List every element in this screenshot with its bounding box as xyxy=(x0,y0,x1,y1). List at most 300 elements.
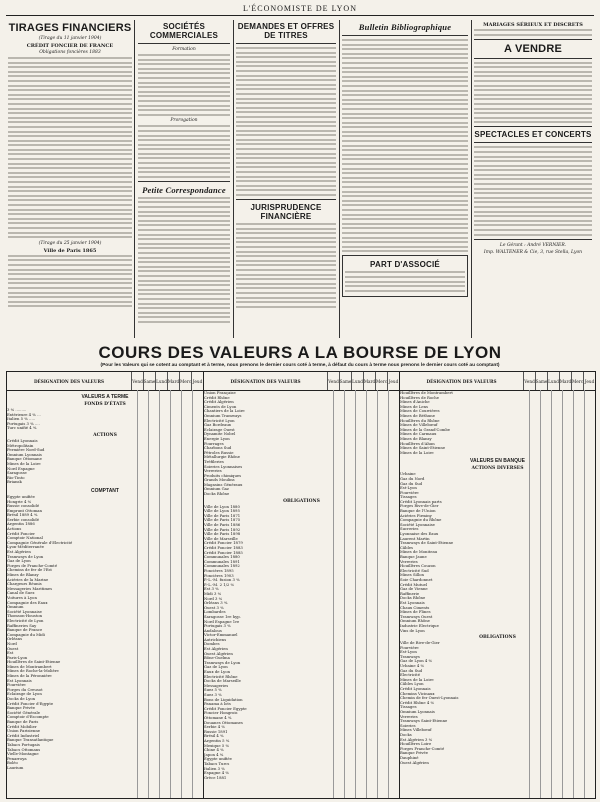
value-name: Union Française xyxy=(204,391,236,395)
table-header-day: Lund xyxy=(155,372,167,390)
mariages-title: MARIAGES SÉRIEUX ET DISCRETS xyxy=(483,22,583,28)
value-name: Rio-Tinto xyxy=(7,475,25,480)
value-name: Est-Lyon xyxy=(400,486,417,491)
value-name: Nord Espagne 1re xyxy=(204,619,240,624)
value-name: Mines de Moniteau xyxy=(400,550,438,555)
value-name: Douanes Ottomanes xyxy=(204,720,243,725)
day-grid-line xyxy=(562,390,563,798)
value-name: Gaz Bordeaux xyxy=(204,423,231,428)
value-name: Aciéries de la Marine xyxy=(7,577,49,582)
value-name: Ville de Paris 1875 xyxy=(204,518,241,523)
value-name: Lombardes xyxy=(204,610,226,615)
value-name: Ouest 3 % xyxy=(204,605,224,610)
table-header-day: Mard xyxy=(559,372,571,390)
value-name: Mines de Carmaux xyxy=(400,432,437,437)
value-name: Mines de Roche-la-Molière xyxy=(7,669,59,674)
value-name: Turc unifié 4 % xyxy=(7,426,37,431)
vendre-text xyxy=(474,62,592,124)
value-name: Chemins de fer de l'Est xyxy=(7,568,52,573)
quote-cell xyxy=(159,766,170,771)
column-divider xyxy=(339,20,340,338)
value-name: Industrie Électrique xyxy=(400,623,439,628)
value-name: Mines de la Loire xyxy=(7,461,41,466)
masthead-rule xyxy=(6,15,594,16)
column-divider xyxy=(471,20,472,338)
value-name: Ville de Rive-de-Gier xyxy=(400,641,440,646)
day-grid-line xyxy=(529,390,530,798)
main-subtitle: (Pour les Valeurs qui se cotent au comptant et à terme, nous prenons le dernier cours coté à terme, à défaut du cours à terme nous prenons le dernier cours coté au comptant) xyxy=(100,363,500,368)
quote-cell xyxy=(344,492,355,497)
value-name: Fourvière xyxy=(400,490,419,495)
table-header-day: Same xyxy=(339,372,351,390)
table-section-title: VALEURS A TERME xyxy=(81,394,129,400)
quote-cell xyxy=(573,451,584,456)
value-name: Compagnie des Eaux xyxy=(7,600,48,605)
value-name: Tramways xyxy=(400,654,420,659)
table-section-title: VALEURS EN BANQUE xyxy=(470,458,525,465)
table-row xyxy=(204,776,399,781)
value-name: Nord 3 % xyxy=(204,596,223,601)
value-name: Produits chimiques xyxy=(204,473,242,478)
value-name: Électricité xyxy=(400,673,421,678)
value-name: Crédit Mutuel xyxy=(400,582,428,587)
value-name: Banque Transatlantique xyxy=(7,738,54,743)
value-name: Crédit Foncier 1883 xyxy=(204,546,243,550)
value-name: Dynamite Nobel xyxy=(204,432,236,437)
value-name: Foncières 1903 xyxy=(204,573,234,578)
value-name: Saragosse xyxy=(7,471,27,476)
table-header-day: Jeud xyxy=(387,372,399,390)
value-name: Argentin 1886 xyxy=(7,522,35,527)
value-name: Tramways Saint-Étienne xyxy=(400,719,448,724)
value-name: Compagnie du Rhône xyxy=(400,518,442,523)
value-name: Gaz de Vienne xyxy=(400,587,428,592)
value-name: Soie Chardonnet xyxy=(400,577,433,582)
value-name: Éclairage Ouest xyxy=(204,427,235,432)
value-name: Mines de la Grand'Combe xyxy=(400,427,451,432)
day-grid-line xyxy=(148,390,149,798)
day-grid-line xyxy=(333,390,334,798)
day-grid-line xyxy=(355,390,356,798)
quote-cell xyxy=(344,776,355,781)
quote-cell xyxy=(573,761,584,766)
value-name: Portugais 3 % .... xyxy=(7,421,40,426)
value-name: Crédit Lyonnais xyxy=(400,687,431,692)
value-name: Brésil 1889 4 % xyxy=(7,513,38,518)
value-name: Autrichiens xyxy=(204,637,227,642)
value-name: Urbaine xyxy=(400,472,416,477)
value-name: Panama à lots xyxy=(204,702,231,707)
value-name: Gaz du Nord xyxy=(400,476,425,481)
spectacles-text xyxy=(474,146,592,235)
value-name: Tréfileries xyxy=(204,459,224,464)
value-name: Mines Sillon xyxy=(400,573,424,578)
value-name: Extérieure 4 % ... xyxy=(7,412,41,417)
value-name: Forges Franche-Comté xyxy=(400,746,445,751)
value-name: Houillères Couzon xyxy=(400,564,436,569)
table-column-3 xyxy=(400,372,595,798)
quote-cell xyxy=(540,629,551,634)
quote-cell xyxy=(355,492,366,497)
quotation-table xyxy=(6,371,596,799)
value-name: Tramways de Lyon xyxy=(204,660,241,665)
value-name: Câbles Lyon xyxy=(400,682,424,687)
value-name: Mines de Blanzy xyxy=(7,573,39,577)
value-name: Crédit Rhône xyxy=(204,395,230,400)
value-name: Hongrie 4 % xyxy=(7,499,32,504)
value-name: Mines de Montrambert xyxy=(7,664,52,669)
societes-text-2 xyxy=(138,125,230,178)
value-name: Comptoir d'Escompte xyxy=(7,715,49,720)
value-name: Gaz du Sud xyxy=(400,668,423,673)
value-name: Banque Jaune xyxy=(400,555,427,559)
value-name: Électricité de Lyon xyxy=(7,618,44,623)
value-name: Chaux Ciments xyxy=(400,605,430,610)
day-grid-line xyxy=(170,390,171,798)
value-name: Grèce 1881 xyxy=(204,775,227,780)
tirages-title: TIRAGES FINANCIERS xyxy=(8,22,132,34)
quote-cell xyxy=(573,629,584,634)
value-name: Banque Privée xyxy=(400,751,429,756)
jurisprudence-title: JURISPRUDENCE FINANCIÈRE xyxy=(250,203,322,221)
value-name: Est Lyonnais xyxy=(7,678,32,683)
value-name: Actions xyxy=(7,527,22,532)
value-name: Crédit Lyonnais xyxy=(7,438,38,443)
value-name: Dauphiné xyxy=(400,755,419,760)
value-name: Égypte unifiée xyxy=(204,757,232,762)
spectacles-title: SPECTACLES ET CONCERTS xyxy=(474,130,592,140)
value-name: Tabacs Ottomans xyxy=(7,747,41,752)
value-name: Urbaine 4 % xyxy=(400,664,425,669)
table-header-name: DÉSIGNATION DES VALEURS xyxy=(426,378,497,384)
value-name: Comptoir National xyxy=(7,536,43,541)
table-header-day: Same xyxy=(535,372,547,390)
column-demandes xyxy=(236,20,336,338)
table-row xyxy=(7,426,203,431)
table-header xyxy=(7,372,203,391)
quote-cell xyxy=(366,492,377,497)
value-name: Omnium Lyonnais xyxy=(7,452,42,457)
value-name: Métropolitain xyxy=(7,443,34,448)
value-name: Lyon-Méditerranée xyxy=(7,545,44,550)
value-name: Andalous xyxy=(204,628,222,633)
value-name: Houillères Loire xyxy=(400,742,432,747)
value-name: Ville de Lyon 1895 xyxy=(204,509,240,514)
societes-text-1 xyxy=(138,54,230,116)
value-name: Mines de Saint-Étienne xyxy=(400,446,446,451)
quote-cell xyxy=(377,492,388,497)
value-name: Crédit Foncier d'Égypte xyxy=(7,701,54,706)
table-row xyxy=(7,480,203,485)
quote-cell xyxy=(137,766,148,771)
correspondance-title: Petite Correspondance xyxy=(142,184,226,195)
table-header-name: DÉSIGNATION DES VALEURS xyxy=(230,378,301,384)
value-name: Suez 5 % xyxy=(204,688,222,693)
value-name: Nord xyxy=(7,641,17,646)
value-name: P.-L.-M. fusion 3 % xyxy=(204,578,240,583)
value-name: Houillères de Roche xyxy=(400,395,439,400)
table-section-title: ACTIONS DIVERSES xyxy=(471,466,524,472)
value-name: Électricité Sud xyxy=(400,568,429,573)
value-name: Gaz de Lyon 4 % xyxy=(400,659,433,664)
quote-cell xyxy=(159,426,170,431)
bulletin-title: Bulletin Bibliographique xyxy=(358,22,452,32)
table-header xyxy=(204,372,399,391)
value-name: Russie consolidé xyxy=(7,504,40,509)
quote-cell xyxy=(540,761,551,766)
value-name: Crédit Foncier xyxy=(7,531,35,536)
quote-cell xyxy=(584,451,595,456)
table-body xyxy=(7,394,203,771)
value-name: Est xyxy=(7,651,14,656)
value-name: Houillères du Rhône xyxy=(400,418,440,423)
table-column-2 xyxy=(204,372,399,798)
value-name: Forges du Creusot xyxy=(7,687,43,692)
value-name: Société Lyonnaise xyxy=(400,522,435,527)
value-name: Docks Rhône xyxy=(204,492,230,497)
value-name: Italien 5 % ..... xyxy=(7,417,36,422)
value-name: Fermière Nord-Sud xyxy=(7,448,45,453)
value-name: Docks Rhône xyxy=(400,596,426,601)
quote-cell xyxy=(148,426,159,431)
value-name: Compagnie Générale d'Électricité xyxy=(7,540,73,545)
quote-cell xyxy=(192,766,203,771)
quote-cell xyxy=(170,766,181,771)
quote-cell xyxy=(562,451,573,456)
value-name: Crédit Lyonnais parts xyxy=(400,499,442,504)
value-name: Gaz de Lyon xyxy=(7,559,31,564)
value-name: Crédit Foncier 1879 xyxy=(204,541,243,546)
value-name: Russie 1891 xyxy=(204,729,228,734)
table-header-day: Merc xyxy=(571,372,583,390)
table-header-day: Same xyxy=(143,372,155,390)
value-name: Banque de Paris xyxy=(7,720,39,724)
value-name: Chantiers de la Loire xyxy=(204,409,245,414)
table-header-day: Mard xyxy=(363,372,375,390)
value-name: Ville de Paris 1871 xyxy=(204,513,241,518)
value-name: Chargeurs Réunis xyxy=(7,582,42,587)
quote-cell xyxy=(333,776,344,781)
quote-cell xyxy=(377,776,388,781)
table-header-day: Lund xyxy=(351,372,363,390)
value-name: P.-L.-M. 2 1/2 % xyxy=(204,582,235,587)
quote-cell xyxy=(181,480,192,485)
masthead: L'ÉCONOMISTE DE LYON xyxy=(243,4,357,13)
value-name: Orléans xyxy=(7,637,23,642)
correspondance-text xyxy=(138,197,230,323)
value-name: Câbles xyxy=(400,545,414,550)
value-name: Omnium Gaz xyxy=(204,487,229,492)
day-grid-line xyxy=(192,390,193,798)
value-name: Argentin 5 % xyxy=(204,738,230,743)
day-grid-line xyxy=(540,390,541,798)
day-grid-line xyxy=(159,390,160,798)
quote-cell xyxy=(192,426,203,431)
value-name: Mines de Lens xyxy=(400,404,428,409)
demandes-list xyxy=(236,47,336,196)
value-name: Mexique 5 % xyxy=(204,743,230,748)
value-name: Ville de Paris 1892 xyxy=(204,527,241,532)
value-name: Électricité Rhône xyxy=(204,674,238,679)
credit-foncier-title: CRÉDIT FONCIER DE FRANCE xyxy=(26,43,114,49)
value-name: Forges de Franche-Comté xyxy=(7,563,58,568)
value-name: Mines de la Péronnière xyxy=(7,674,52,679)
quote-cell xyxy=(170,426,181,431)
table-header-day: Jeud xyxy=(191,372,203,390)
quote-cell xyxy=(148,480,159,485)
value-name: Pétroles Russie xyxy=(204,450,234,455)
value-name: Verreries xyxy=(400,559,418,564)
value-name: Banque de l'Union xyxy=(400,509,436,514)
value-name: Chemins Vicinaux xyxy=(400,691,435,696)
value-name: Thomson-Houston xyxy=(7,614,43,619)
table-header-name: DÉSIGNATION DES VALEURS xyxy=(33,378,104,384)
value-name: Banque Ottomane xyxy=(7,457,42,462)
value-name: Paris-Lyon xyxy=(7,655,28,660)
value-name: Sucreries xyxy=(400,527,419,532)
value-name: Crédit Algérien xyxy=(204,400,234,405)
value-name: Vielle-Montagne xyxy=(7,752,39,757)
value-name: Est Algérien 3 % xyxy=(400,737,433,742)
quote-cell xyxy=(355,776,366,781)
jurisprudence-text xyxy=(236,223,336,308)
imprimeur-line: Imp. WALTENER & Cie, 3, rue Stella, Lyon xyxy=(483,249,583,255)
value-name: Briansk xyxy=(7,480,22,485)
value-name: Espagne 4 % xyxy=(204,771,229,776)
value-name: Métallurgie Rhône xyxy=(204,455,240,460)
value-name: Tabacs Turcs xyxy=(204,761,230,766)
value-name: Banque de France xyxy=(7,628,43,633)
societes-title: SOCIÉTÉS COMMERCIALES xyxy=(149,22,219,40)
column-tirages xyxy=(8,20,132,338)
value-name: Laurium xyxy=(7,765,24,770)
table-header-day: Mard xyxy=(167,372,179,390)
value-name: Banque Privée xyxy=(7,706,36,711)
value-name: Canal de Suez xyxy=(7,591,35,596)
value-name: Crédit Foncier Égypte xyxy=(204,706,247,711)
value-name: Tissages xyxy=(400,495,417,500)
value-name: Soieries Lyonnaises xyxy=(204,464,243,469)
value-name: Tissages xyxy=(400,705,417,710)
tirages-subtitle: (Tirage du 11 janvier 1904) xyxy=(38,36,102,41)
value-name: Docks xyxy=(400,732,412,737)
day-grid-line xyxy=(377,390,378,798)
table-header-day: Jeud xyxy=(583,372,595,390)
table-header-day: Lund xyxy=(547,372,559,390)
column-divider xyxy=(134,20,135,338)
value-name: Houillères d'Ahun xyxy=(400,441,435,446)
value-name: Raffinerie xyxy=(400,591,420,596)
value-name: Lyonnaise des Eaux xyxy=(400,532,439,537)
value-name: Boléo xyxy=(7,761,18,766)
value-name: Penarroya xyxy=(7,756,27,761)
value-name: Foncier Hongrois xyxy=(204,711,238,716)
value-name: Serbie consolidé xyxy=(7,517,39,522)
value-name: Messageries Maritimes xyxy=(7,586,53,591)
value-name: Fourrages xyxy=(204,441,224,446)
table-section-title: OBLIGATIONS xyxy=(283,498,320,504)
value-name: Électricité Lyon xyxy=(204,418,235,423)
table-section-title: ACTIONS xyxy=(93,432,117,438)
quote-cell xyxy=(551,629,562,634)
value-name: Foncières 1895 xyxy=(204,568,234,573)
quote-cell xyxy=(551,761,562,766)
value-name: Laurent Martin xyxy=(400,536,430,541)
value-name: Tabacs Portugais xyxy=(7,742,40,747)
quote-cell xyxy=(159,480,170,485)
day-grid-line xyxy=(584,390,585,798)
table-row xyxy=(204,492,399,497)
value-name: Gaz du Sud xyxy=(400,481,423,486)
quote-cell xyxy=(551,451,562,456)
value-name: Soieries xyxy=(400,723,416,728)
quote-cell xyxy=(137,426,148,431)
value-name: Ottomane 4 % xyxy=(204,715,232,720)
value-name: Messageries xyxy=(204,683,229,688)
day-grid-line xyxy=(388,390,389,798)
value-name: Mines de Villebœuf xyxy=(400,423,438,428)
gerant-line: Le Gérant : André VERNIER. xyxy=(499,242,567,248)
value-name: Union Parisienne xyxy=(7,729,41,734)
column-divider xyxy=(233,20,234,338)
day-grid-line xyxy=(366,390,367,798)
value-name: Omnium Tramways xyxy=(204,413,242,418)
quote-cell xyxy=(170,480,181,485)
value-name: Mines d'Aniche xyxy=(400,400,430,405)
table-row xyxy=(400,629,595,634)
societes-section-prorogation: Prorogation xyxy=(170,118,198,124)
value-name: Victor-Emmanuel xyxy=(204,633,238,638)
value-name: Raffineries Say xyxy=(7,623,37,628)
value-name: Portugais 3 % xyxy=(204,624,231,629)
table-header xyxy=(400,372,595,391)
value-name: Mines Villebœuf xyxy=(400,728,432,733)
value-name: Ouest Algérien xyxy=(400,760,429,765)
value-name: Ville de Marseille xyxy=(204,536,238,541)
value-name: Mines de Courrières xyxy=(400,409,440,414)
value-name: Ciments de Lyon xyxy=(204,404,237,409)
value-name: Forges Rive-de-Gier xyxy=(400,504,439,509)
quote-cell xyxy=(529,629,540,634)
day-grid-line xyxy=(573,390,574,798)
quote-cell xyxy=(366,776,377,781)
quote-cell xyxy=(562,761,573,766)
value-name: Communales 1891 xyxy=(204,559,240,564)
value-name: Crédit Rhône 4 % xyxy=(400,700,435,705)
vendre-title: A VENDRE xyxy=(503,42,563,55)
demandes-title: DEMANDES ET OFFRES DE TITRES xyxy=(237,22,335,40)
value-name: Est Algérien xyxy=(204,647,228,652)
table-body xyxy=(204,391,399,780)
ville-paris-title: Ville de Paris 1865 xyxy=(43,247,97,254)
quote-cell xyxy=(388,776,399,781)
quote-cell xyxy=(333,492,344,497)
value-name: Dombes xyxy=(204,642,220,647)
value-name: Égypte unifiée xyxy=(7,494,35,499)
value-name: Est 3 % xyxy=(204,587,219,592)
value-name: Emprunt Ottoman xyxy=(7,508,43,513)
value-name: Eaux de Lyon xyxy=(204,670,231,675)
column-societes xyxy=(138,20,230,338)
value-name: Crédit Industriel xyxy=(7,733,40,738)
value-name: Verreries xyxy=(400,714,418,719)
value-name: 3 % ......... xyxy=(7,408,27,412)
value-name: Houillères de Saint-Étienne xyxy=(7,660,61,665)
value-name: Houillères de Montrambert xyxy=(400,391,453,395)
table-section-title: FONDS D'ÉTATS xyxy=(84,402,126,407)
table-section-title: COMPTANT xyxy=(91,487,119,494)
value-name: Société Lyonnaise xyxy=(7,609,42,614)
